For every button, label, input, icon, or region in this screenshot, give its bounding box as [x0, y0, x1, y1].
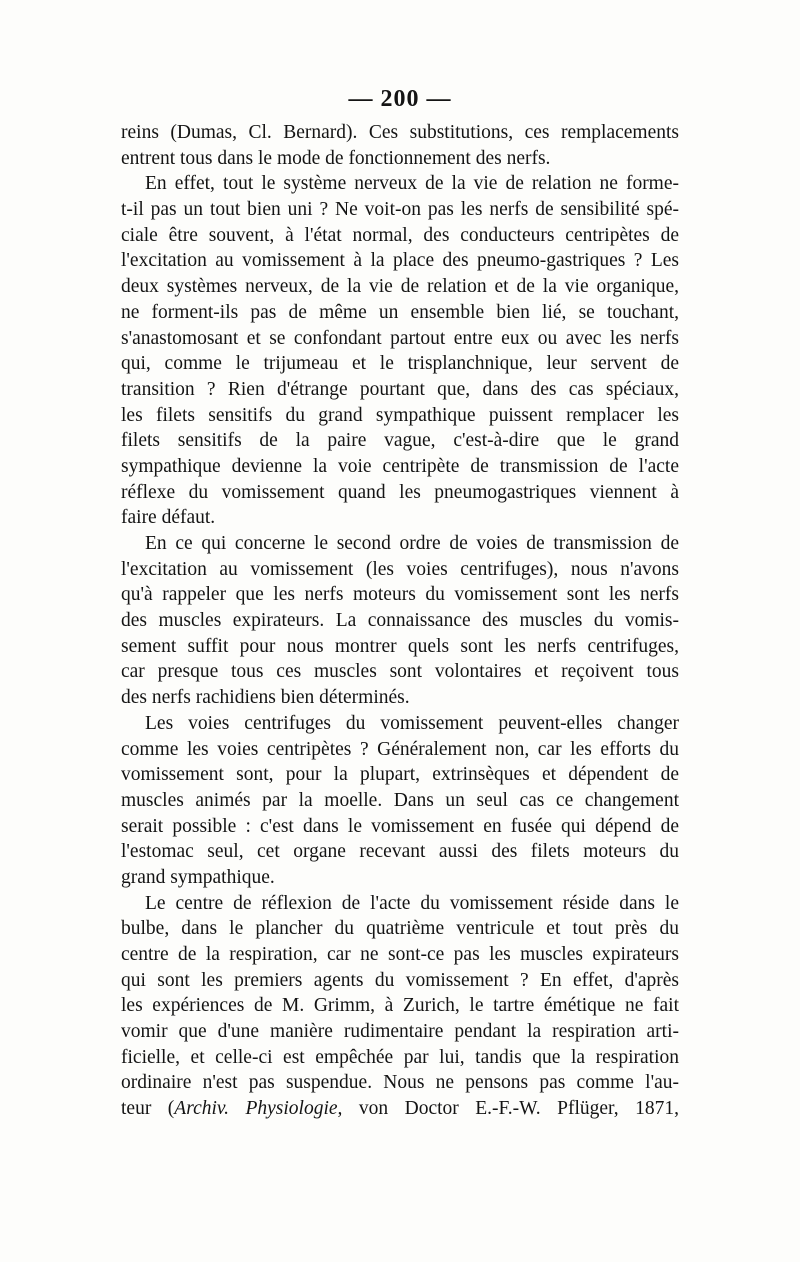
text-line: ciale être souvent, à l'état normal, des conducteurs centripètes de — [121, 224, 679, 246]
text-line: deux systèmes nerveux, de la vie de relation et de la vie organique, — [121, 276, 679, 298]
text-line: réflexe du vomissement quand les pneumogastriques viennent à — [121, 481, 679, 503]
text-line: vomir que d'une manière rudimentaire pendant la respiration arti- — [121, 1021, 679, 1043]
text-line: qui sont les premiers agents du vomissement ? En effet, d'après — [121, 969, 679, 991]
text-line: Les voies centrifuges du vomissement peuvent-elles changer — [145, 712, 679, 734]
italic-citation: Archiv. Physiologie, — [174, 1098, 343, 1120]
text-line: transition ? Rien d'étrange pourtant que, dans des cas spéciaux, — [121, 378, 679, 400]
text-line: reins (Dumas, Cl. Bernard). Ces substitutions, ces remplacements — [121, 122, 679, 143]
page-number: — 200 — — [348, 86, 452, 112]
text-line: En ce qui concerne le second ordre de voies de transmission de — [145, 533, 679, 554]
text-line: ficielle, et celle-ci est empêchée par lui, tandis que la respiration — [121, 1046, 679, 1068]
text-line: ordinaire n'est pas suspendue. Nous ne pensons pas comme l'au- — [121, 1072, 679, 1094]
text-line: muscles animés par la moelle. Dans un seul cas ce changement — [121, 789, 679, 811]
text-line: faire défaut. — [121, 507, 216, 529]
text-line: qu'à rappeler que les nerfs moteurs du vomissement sont les nerfs — [121, 584, 679, 606]
text-line: les filets sensitifs du grand sympathique puissent remplacer les — [121, 404, 679, 426]
text-line: filets sensitifs de la paire vague, c'est-à-dire que le grand — [121, 430, 679, 452]
text-line: des muscles expirateurs. La connaissance des muscles du vomis- — [121, 610, 679, 632]
text-line: t-il pas un tout bien uni ? Ne voit-on pas les nerfs de sensibilité spé- — [121, 199, 679, 221]
body-text — [121, 120, 679, 1122]
text-line: les expériences de M. Grimm, à Zurich, le tartre émétique ne fait — [121, 995, 679, 1017]
text-line: En effet, tout le système nerveux de la vie de relation ne forme- — [145, 173, 679, 195]
text-line: bulbe, dans le plancher du quatrième ventricule et tout près du — [121, 918, 679, 940]
text-line: grand sympathique. — [121, 866, 275, 888]
text-line: s'anastomosant et se confondant partout entre eux ou avec les nerfs — [121, 327, 679, 349]
text-line: ne forment-ils pas de même un ensemble bien lié, se touchant, — [121, 301, 679, 323]
text-line: comme les voies centripètes ? Généralement non, car les efforts du — [121, 738, 679, 760]
text-line: sympathique devienne la voie centripète de transmission de l'acte — [121, 455, 679, 477]
text-line: qui, comme le trijumeau et le trisplanchnique, leur servent de — [121, 353, 679, 375]
text-line: centre de la respiration, car ne sont-ce pas les muscles expirateurs — [121, 944, 679, 965]
text-line: l'excitation au vomissement (les voies centrifuges), nous n'avons — [121, 558, 679, 580]
text-line: l'excitation au vomissement à la place des pneumo-gastriques ? Les — [121, 250, 679, 272]
text-line: car presque tous ces muscles sont volontaires et reçoivent tous — [121, 661, 679, 683]
text-line: l'estomac seul, cet organe recevant aussi des filets moteurs du — [121, 841, 679, 863]
text-line: teur (Archiv. Physiologie, von Doctor E.-F.-W. Pflüger, 1871, — [121, 1098, 679, 1120]
text-line: entrent tous dans le mode de fonctionnement des nerfs. — [121, 147, 551, 169]
text-line: Le centre de réflexion de l'acte du vomissement réside dans le — [145, 892, 679, 914]
text-line: des nerfs rachidiens bien déterminés. — [121, 687, 410, 709]
text-line: sement suffit pour nous montrer quels sont les nerfs centrifuges, — [121, 635, 679, 657]
text-line: vomissement sont, pour la plupart, extrinsèques et dépendent de — [121, 764, 679, 786]
text-line: serait possible : c'est dans le vomissement en fusée qui dépend de — [121, 815, 679, 837]
